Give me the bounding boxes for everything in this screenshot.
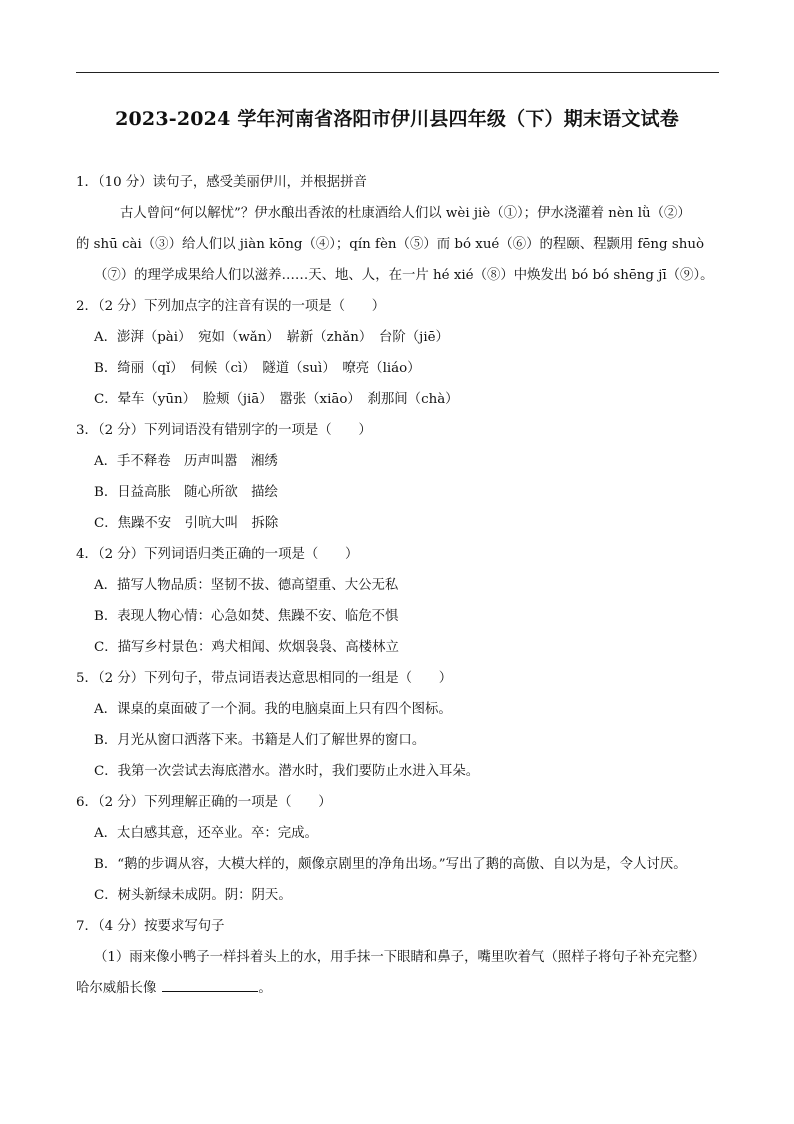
question-header: 2．（2 分）下列加点字的注音有误的一项是（ ） — [76, 299, 386, 314]
option-b: B．月光从窗口洒落下来。书籍是人们了解世界的窗口。 — [94, 733, 426, 748]
question-header: 6．（2 分）下列理解正确的一项是（ ） — [76, 795, 332, 810]
question-header: 3．（2 分）下列词语没有错别字的一项是（ ） — [76, 423, 372, 438]
question-text-line: 古人曾问“何以解忧”？伊水酿出香浓的杜康酒给人们以 wèi jiè（①）；伊水浇灌着 nèn lǜ（②） — [120, 206, 691, 221]
question-header: 7．（4 分）按要求写句子 — [76, 919, 225, 934]
option-c: C．树头新绿未成阴。阴：阴天。 — [94, 888, 292, 903]
question-7 — [76, 916, 721, 1009]
sub-question: （1）雨来像小鸭子一样抖着头上的水，用手抹一下眼睛和鼻子，嘴里吹着气（照样子将句子补充完整） — [94, 950, 706, 965]
question-6 — [76, 792, 721, 916]
option-b: B．绮丽（qǐ） 伺候（cì） 隧道（suì） 嘹亮（liáo） — [94, 361, 421, 376]
question-1 — [76, 172, 721, 296]
question-2 — [76, 296, 721, 420]
option-a: A．澎湃（pài） 宛如（wǎn） 崭新（zhǎn） 台阶（jiē） — [94, 330, 449, 345]
answer-blank[interactable] — [162, 979, 258, 992]
question-text-line: （⑦）的理学成果给人们以滋养……天、地、人，在一片 hé xié（⑧）中焕发出 bó bó shēng jī（⑨）。 — [94, 268, 714, 283]
option-c: C．我第一次尝试去海底潜水。潜水时，我们要防止水进入耳朵。 — [94, 764, 480, 779]
question-5 — [76, 668, 721, 792]
answer-prefix: 哈尔威船长像 — [76, 981, 157, 996]
answer-line — [76, 978, 721, 1009]
option-a: A．课桌的桌面破了一个洞。我的电脑桌面上只有四个图标。 — [94, 702, 452, 717]
question-header: 1．（10 分）读句子，感受美丽伊川，并根据拼音 — [76, 175, 367, 190]
option-c: C．描写乡村景色：鸡犬相闻、炊烟袅袅、高楼林立 — [94, 640, 399, 655]
option-a: A．太白感其意，还卒业。卒：完成。 — [94, 826, 318, 841]
header-rule — [76, 72, 719, 73]
option-b: B．“鹅的步调从容，大模大样的，颇像京剧里的净角出场。”写出了鹅的高傲、自以为是，令人讨厌。 — [94, 857, 687, 872]
page-title: 2023-2024 学年河南省洛阳市伊川县四年级（下）期末语文试卷 — [115, 108, 679, 130]
question-header: 4．（2 分）下列词语归类正确的一项是（ ） — [76, 547, 359, 562]
option-b: B．日益高胀 随心所欲 描绘 — [94, 485, 278, 500]
exam-content — [76, 172, 721, 1009]
answer-suffix: 。 — [258, 981, 272, 996]
option-a: A．描写人物品质：坚韧不拔、德高望重、大公无私 — [94, 578, 399, 593]
question-3 — [76, 420, 721, 544]
option-c: C．焦躁不安 引吭大叫 拆除 — [94, 516, 279, 531]
option-c: C．晕车（yūn） 脸颊（jiā） 嚣张（xiāo） 刹那间（chà） — [94, 392, 459, 407]
option-a: A．手不释卷 历声叫嚣 湘绣 — [94, 454, 278, 469]
option-b: B．表现人物心情：心急如焚、焦躁不安、临危不惧 — [94, 609, 399, 624]
question-header: 5．（2 分）下列句子，带点词语表达意思相同的一组是（ ） — [76, 671, 453, 686]
question-4 — [76, 544, 721, 668]
question-text-line: 的 shū cài（③）给人们以 jiàn kōng（④）；qín fèn（⑤）而 bó xué（⑥）的程颐、程颢用 fēng shuò — [76, 237, 705, 252]
